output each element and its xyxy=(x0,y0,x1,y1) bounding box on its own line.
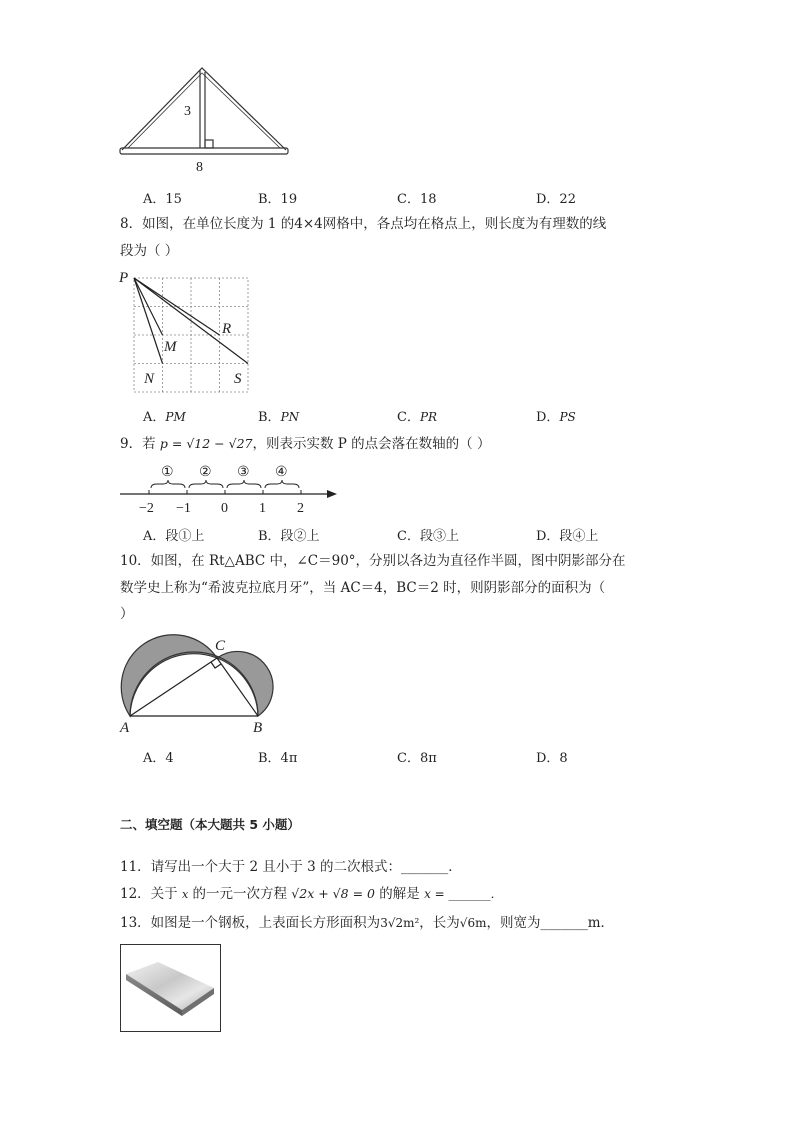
q9-number-line xyxy=(115,460,345,516)
q9-segment-3: ③ xyxy=(237,465,250,480)
q8-stem-line2: 段为（ ） xyxy=(120,243,179,259)
q11-text: 11．请写出一个大于 2 且小于 3 的二次根式：_______． xyxy=(120,859,462,875)
q8-option-c-letter: C． xyxy=(397,410,420,425)
q7-label-base: 8 xyxy=(196,160,203,175)
q10-stem-line1: 10．如图，在 Rt△ABC 中，∠C＝90°，分别以各边为直径作半圆，图中阴影部分在 xyxy=(120,553,626,569)
q8-point-m: M xyxy=(164,339,177,355)
q12-suffix: 的解是 xyxy=(379,886,420,902)
q9-option-d[interactable]: D．段④上 xyxy=(536,529,599,544)
q10-point-c: C xyxy=(215,638,226,654)
q12-text xyxy=(120,884,503,905)
q8-option-b-letter: B． xyxy=(258,410,281,425)
q8-option-c-value: PR xyxy=(419,410,438,424)
q7-option-a[interactable]: A．15 xyxy=(143,192,182,207)
q13-suffix: ，则宽为_______m． xyxy=(486,915,615,931)
q9-tick-neg2: −2 xyxy=(139,501,154,516)
q8-option-c[interactable] xyxy=(397,406,437,425)
q12-prefix: 12．关于 xyxy=(120,886,178,902)
q9-segment-1: ① xyxy=(161,465,174,480)
q9-stem xyxy=(120,434,490,454)
q13-length: √6m xyxy=(459,916,487,930)
q9-segment-4: ④ xyxy=(275,465,288,480)
q7-option-c[interactable]: C．18 xyxy=(397,192,437,207)
q10-point-a: A xyxy=(120,720,130,736)
q10-option-b[interactable]: B．4π xyxy=(258,751,298,766)
q7-option-d[interactable]: D．22 xyxy=(536,192,576,207)
q9-stem-suffix: ，则表示实数 P 的点会落在数轴的（ ） xyxy=(252,436,491,452)
q10-point-b: B xyxy=(253,720,263,736)
section-2-title: 二、填空题（本大题共 5 小题） xyxy=(120,817,300,832)
q8-option-b-value: PN xyxy=(280,410,300,424)
q8-option-a-letter: A． xyxy=(143,410,166,425)
q9-stem-expression: p = √12 − √27 xyxy=(159,436,253,451)
q9-tick-1: 1 xyxy=(259,501,266,516)
q8-point-r: R xyxy=(222,321,232,337)
q13-middle: ，长为 xyxy=(419,915,460,931)
q9-option-b[interactable]: B．段②上 xyxy=(258,529,320,544)
q8-stem-line1: 8．如图，在单位长度为 1 的4×4网格中，各点均在格点上，则长度为有理数的线 xyxy=(120,216,607,232)
q10-option-d[interactable]: D．8 xyxy=(536,751,568,766)
q12-equation: √2x + √8 = 0 xyxy=(291,886,375,901)
q8-option-a-value: PM xyxy=(165,410,186,424)
q10-stem-line2: 数学史上称为“希波克拉底月牙”，当 AC＝4，BC＝2 时，则阴影部分的面积为（ xyxy=(120,580,606,596)
q10-option-c[interactable]: C．8π xyxy=(397,751,437,766)
q9-tick-2: 2 xyxy=(297,501,304,516)
q12-variable: x xyxy=(181,888,189,901)
q7-option-b[interactable]: B．19 xyxy=(258,192,298,207)
q8-option-d-value: PS xyxy=(559,410,576,424)
q10-option-a[interactable]: A．4 xyxy=(143,751,174,766)
q12-middle: 的一元一次方程 xyxy=(192,886,287,902)
q8-point-p: P xyxy=(119,270,129,286)
q9-segment-2: ② xyxy=(199,465,212,480)
q8-point-s: S xyxy=(234,371,242,387)
q10-stem-line3: ） xyxy=(120,606,134,622)
q7-triangle-figure xyxy=(110,60,300,180)
q10-hippocrates-lune-figure xyxy=(110,628,290,740)
q13-area: 3√2m² xyxy=(380,916,420,930)
q9-option-c[interactable]: C．段③上 xyxy=(397,529,459,544)
q9-option-a[interactable]: A．段①上 xyxy=(143,529,205,544)
q9-stem-prefix: 9．若 xyxy=(120,436,156,452)
q8-option-a[interactable] xyxy=(143,406,186,425)
q9-tick-neg1: −1 xyxy=(176,501,191,516)
q13-text xyxy=(120,913,614,933)
q8-grid-figure xyxy=(114,266,264,396)
q8-option-d[interactable] xyxy=(536,406,576,425)
q8-option-d-letter: D． xyxy=(536,410,560,425)
q8-option-b[interactable] xyxy=(258,406,299,425)
q13-prefix: 13．如图是一个钢板，上表面长方形面积为 xyxy=(120,915,381,931)
q12-answer: x = _______． xyxy=(424,887,503,901)
q7-label-height: 3 xyxy=(184,104,191,119)
q8-point-n: N xyxy=(144,371,155,387)
q9-tick-0: 0 xyxy=(221,501,228,516)
q13-steel-plate-image xyxy=(120,944,221,1032)
